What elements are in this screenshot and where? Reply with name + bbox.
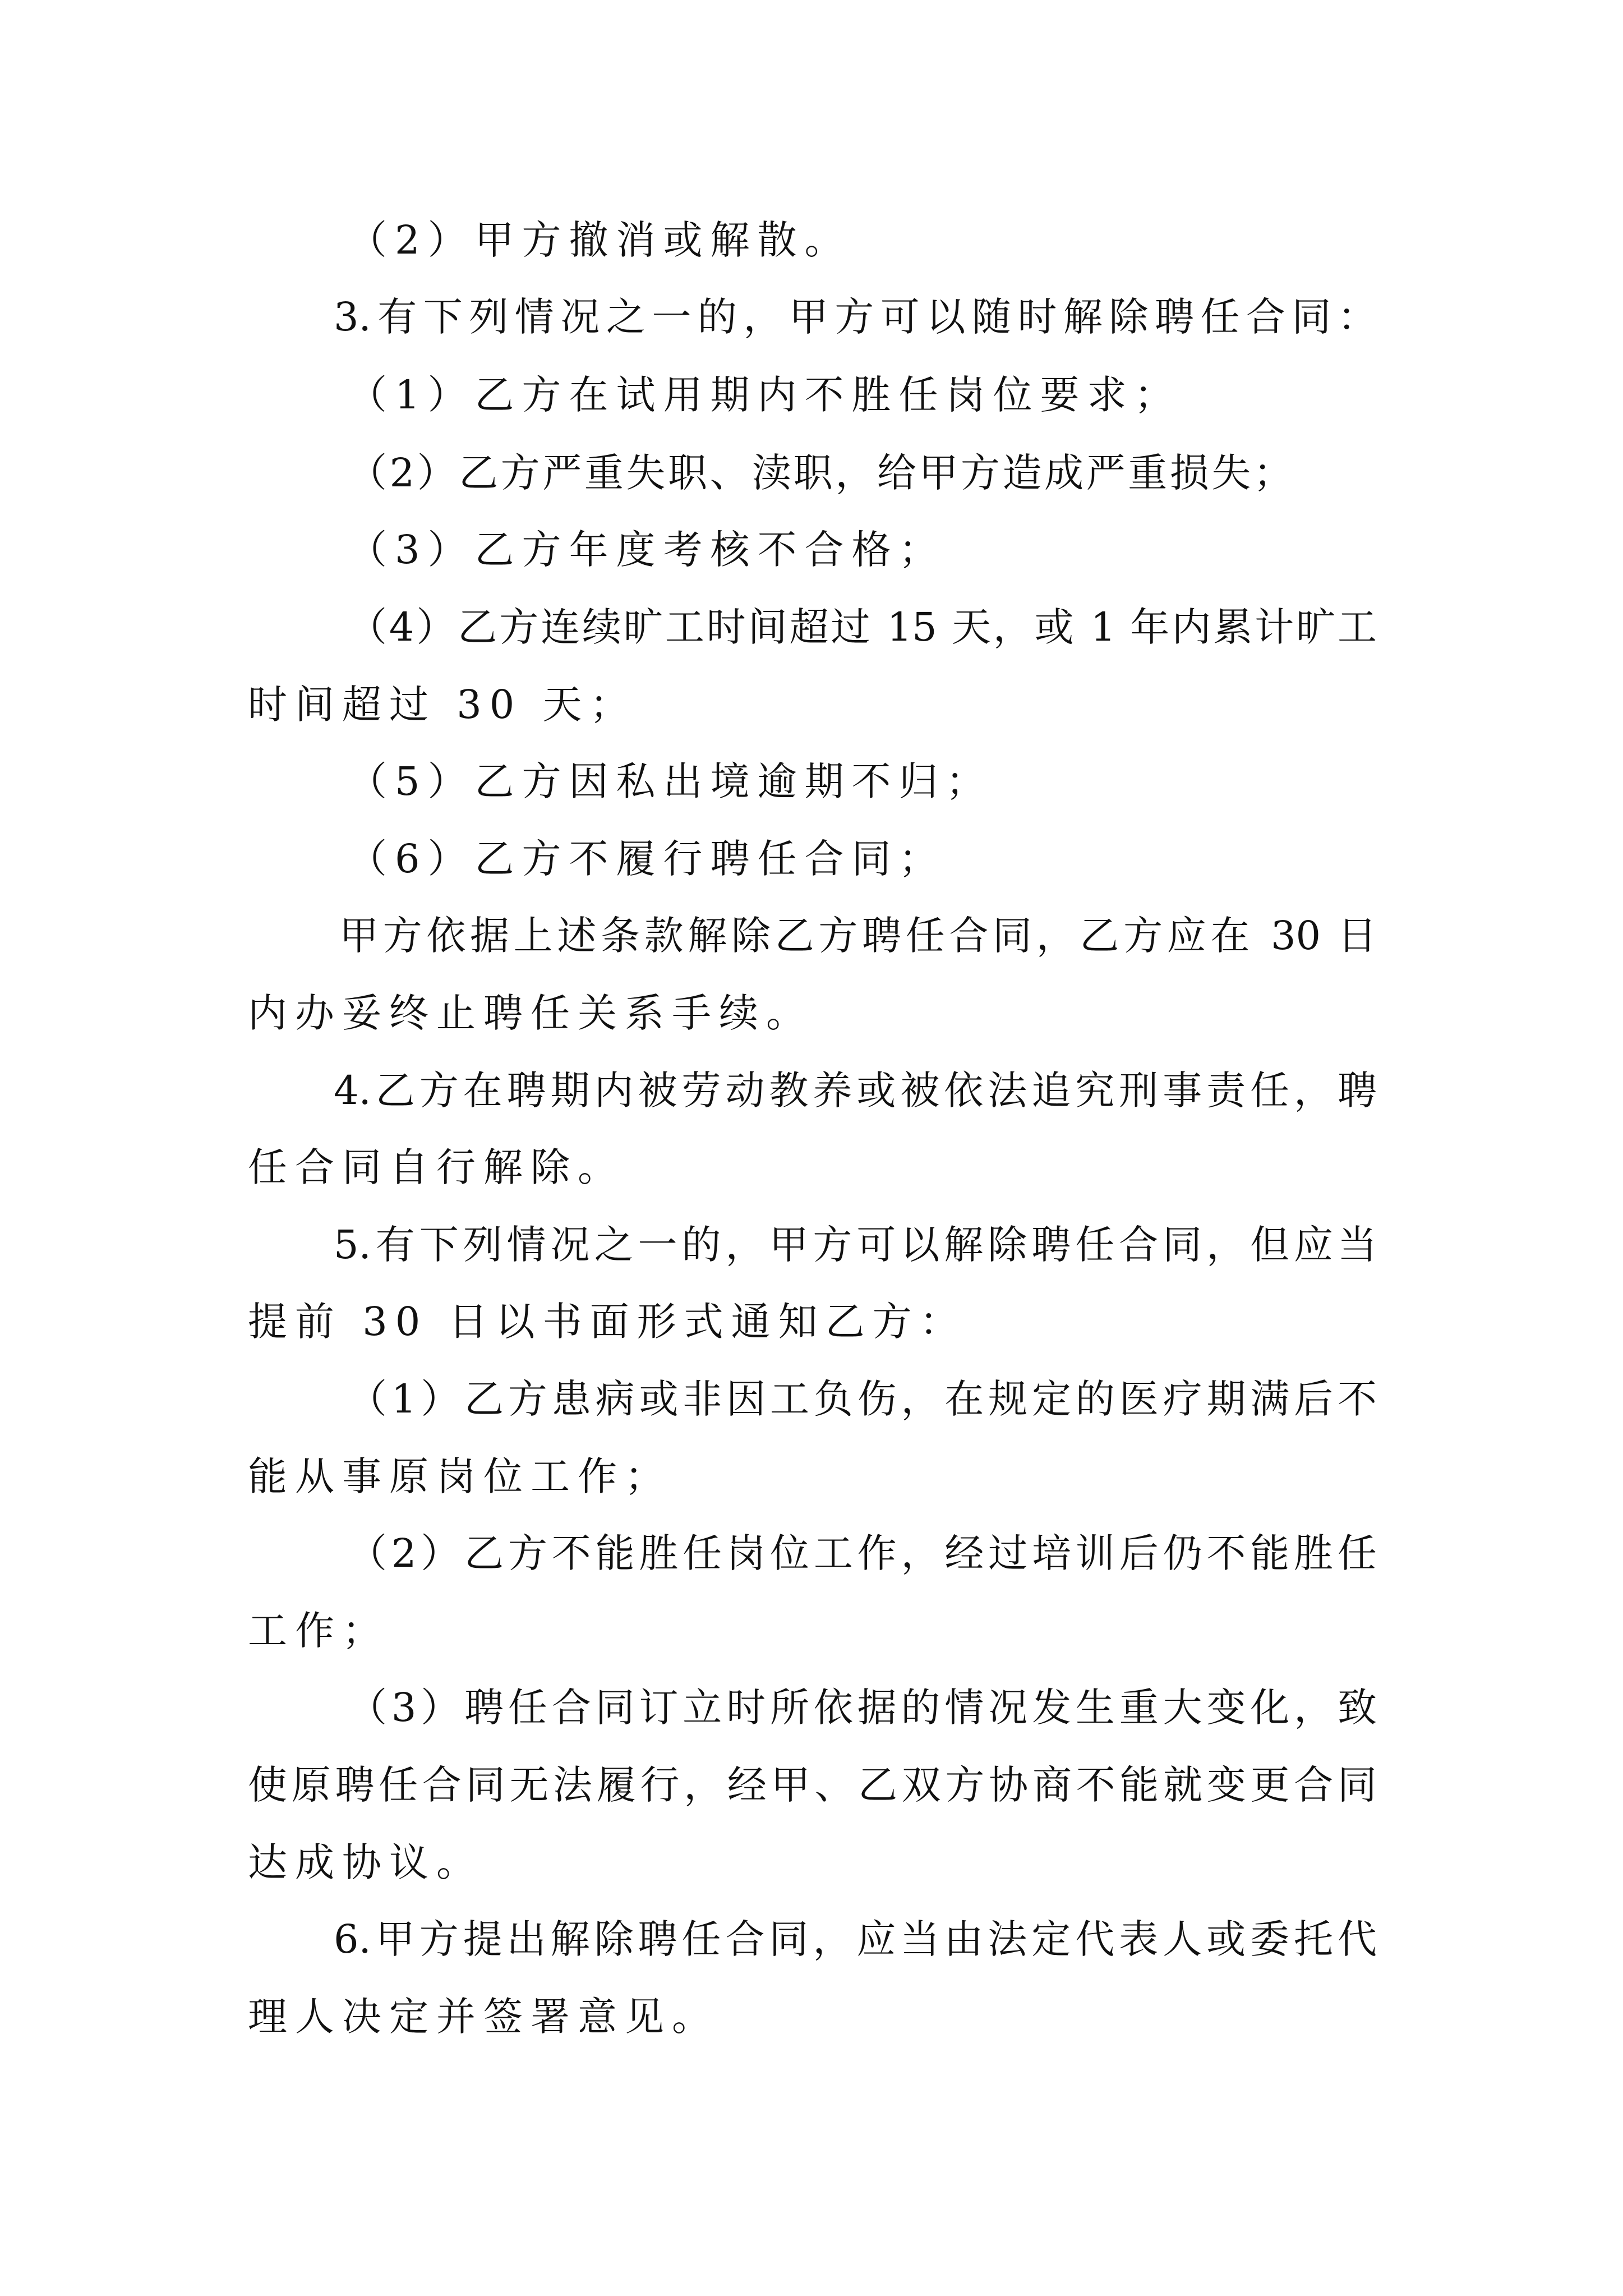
clause-5-item-2-line-2: 工作； — [248, 1608, 389, 1654]
clause-3-item-5: （5）乙方因私出境逾期不归； — [348, 758, 993, 804]
clause-2-item-2: （2）甲方撤消或解散。 — [348, 217, 852, 263]
clause-3-item-4-line-2: 时间超过 30 天； — [248, 682, 637, 728]
clause-3-item-4-line-1: （4）乙方连续旷工时间超过 15 天，或 1 年内累计旷工 — [348, 604, 1377, 650]
clause-6-line-1: 6.甲方提出解除聘任合同，应当由法定代表人或委托代 — [334, 1916, 1377, 1962]
clause-5-item-3-line-2: 使原聘任合同无法履行，经甲、乙双方协商不能就变更合同 — [248, 1762, 1377, 1808]
clause-3-item-1: （1）乙方在试用期内不胜任岗位要求； — [348, 372, 1182, 418]
clause-5-item-3-line-1: （3）聘任合同订立时所依据的情况发生重大变化，致 — [348, 1685, 1377, 1731]
clause-5-heading-line-2: 提前 30 日以书面形式通知乙方： — [248, 1299, 967, 1345]
clause-3-note-line-2: 内办妥终止聘任关系手续。 — [248, 990, 813, 1036]
clause-3-heading: 3.有下列情况之一的，甲方可以随时解除聘任合同： — [334, 294, 1377, 340]
clause-5-item-3-line-3: 达成协议。 — [248, 1839, 483, 1885]
clause-6-line-2: 理人决定并签署意见。 — [248, 1994, 719, 2040]
clause-4-line-2: 任合同自行解除。 — [248, 1144, 625, 1190]
clause-3-item-6: （6）乙方不履行聘任合同； — [348, 836, 946, 882]
clause-5-item-1-line-1: （1）乙方患病或非因工负伤，在规定的医疗期满后不 — [348, 1376, 1377, 1422]
clause-4-line-1: 4.乙方在聘期内被劳动教养或被依法追究刑事责任，聘 — [334, 1068, 1377, 1114]
clause-3-item-3: （3）乙方年度考核不合格； — [348, 527, 946, 573]
clause-5-item-2-line-1: （2）乙方不能胜任岗位工作，经过培训后仍不能胜任 — [348, 1530, 1377, 1576]
clause-3-note-line-1: 甲方依据上述条款解除乙方聘任合同，乙方应在 30 日 — [339, 913, 1377, 959]
clause-3-item-2: （2）乙方严重失职、渎职，给甲方造成严重损失； — [348, 450, 1293, 496]
clause-5-heading-line-1: 5.有下列情况之一的，甲方可以解除聘任合同，但应当 — [334, 1222, 1377, 1268]
clause-5-item-1-line-2: 能从事原岗位工作； — [248, 1453, 672, 1499]
